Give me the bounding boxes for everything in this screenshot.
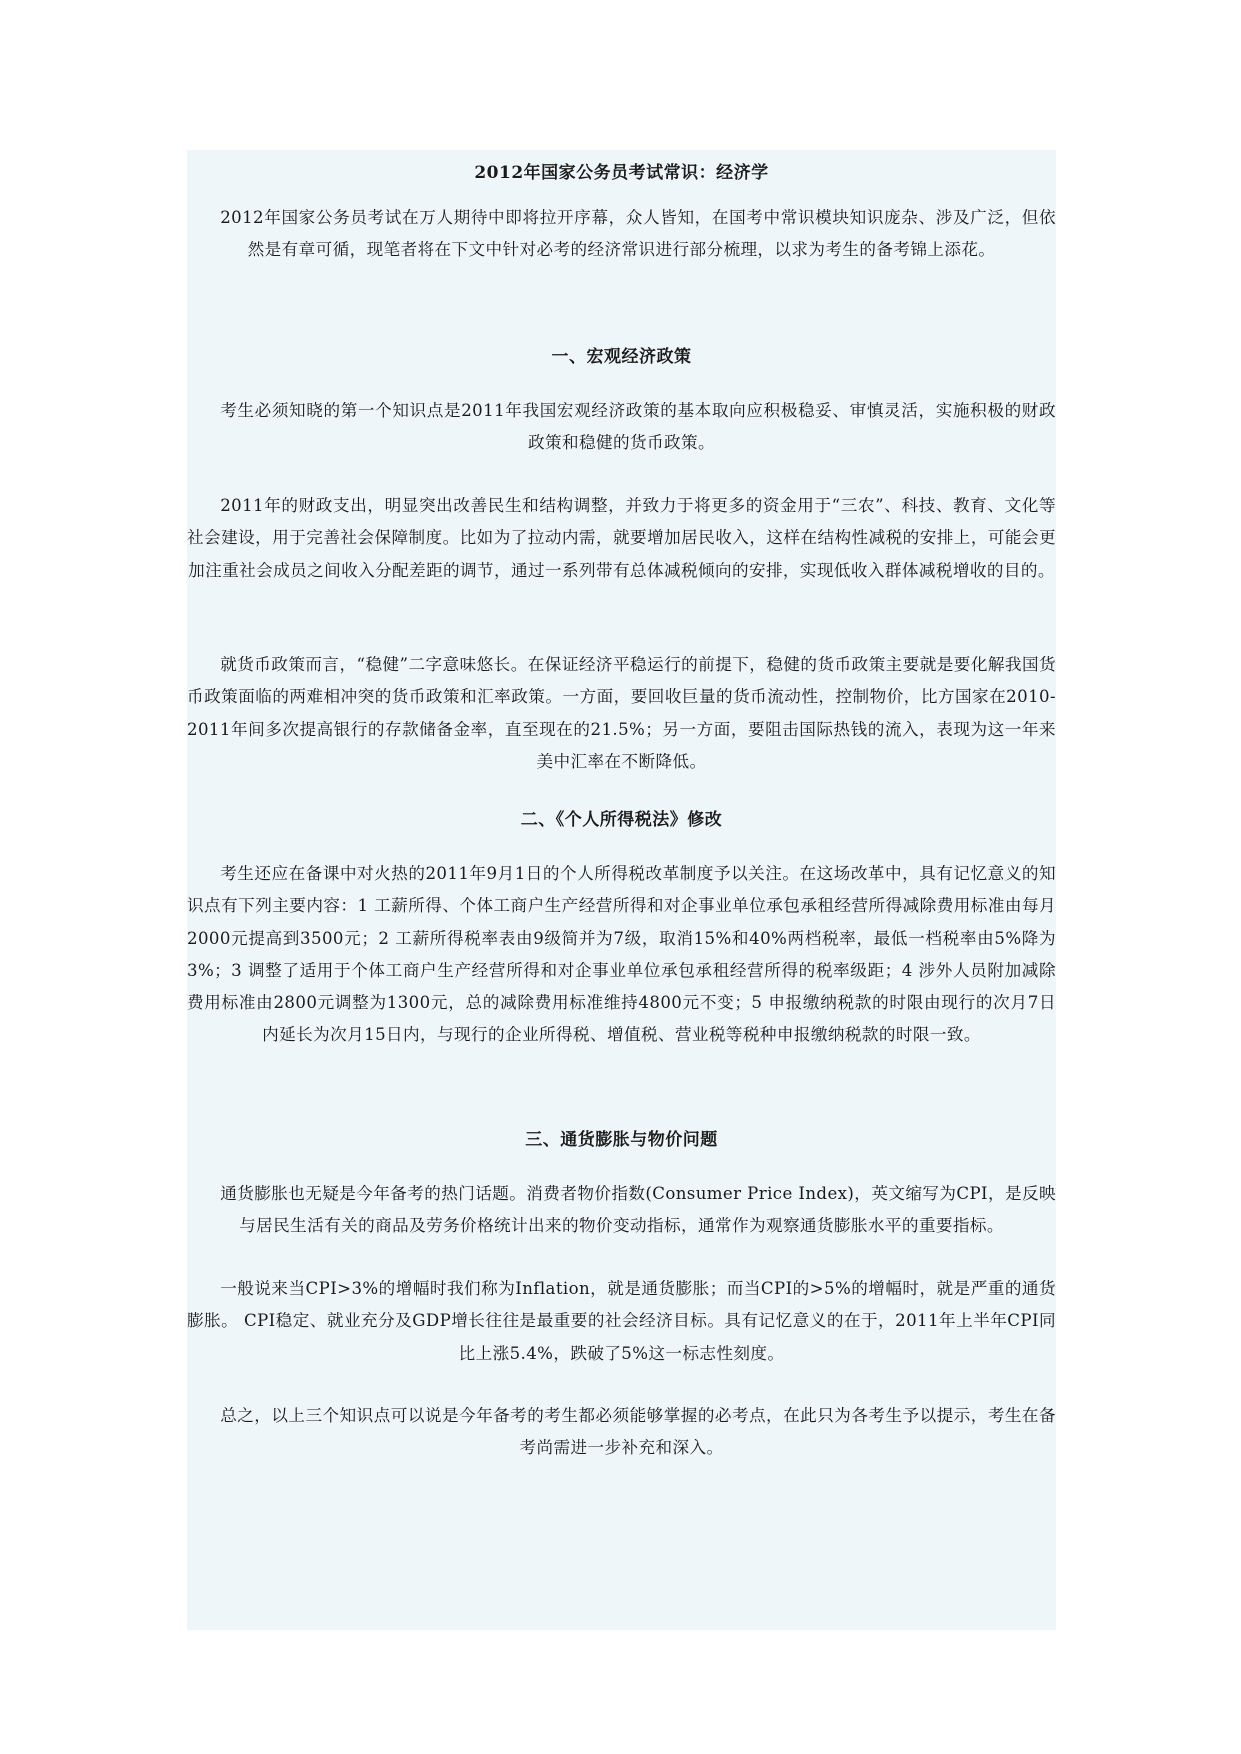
inflation-paragraph-1: 通货膨胀也无疑是今年备考的热门话题。消费者物价指数(Consumer Price Index)，英文缩写为CPI，是反映与居民生活有关的商品及劳务价格统计出来的物价变动指标，通常作为观察通货膨胀水平的重要指标。 xyxy=(220,1184,1056,1236)
section-heading-inflation: 三、通货膨胀与物价问题 xyxy=(525,1130,718,1150)
conclusion-paragraph: 总之，以上三个知识点可以说是今年备考的考生都必须能够掌握的必考点，在此只为各考生予以提示，考生在备考尚需进一步补充和深入。 xyxy=(220,1406,1056,1458)
section-heading-macro-policy: 一、宏观经济政策 xyxy=(551,347,692,367)
macro-policy-paragraph-2: 2011年的财政支出，明显突出改善民生和结构调整，并致力于将更多的资金用于“三农”、科技、教育、文化等社会建设，用于完善社会保障制度。比如为了拉动内需，就要增加居民收入，这样在结构性减税的安排上，可能会更加注重社会成员之间收入分配差距的调节，通过一系列带有总体减税倾向的安排，实现低收入群体减税增收的目的。 xyxy=(187,496,1056,580)
income-tax-paragraph: 考生还应在备课中对火热的2011年9月1日的个人所得税改革制度予以关注。在这场改革中，具有记忆意义的知识点有下列主要内容：1 工薪所得、个体工商户生产经营所得和对企事业单位承包承租经营所得减除费用标准由每月2000元提高到3500元；2 工薪所得税率表由9级简并为7级，取消15%和40%两档税率，最低一档税率由5%降为3%；3 调整了适用于个体工商户生产经营所得和对企事业单位承包承租经营所得的税率级距；4 涉外人员附加减除费用标准由2800元调整为1300元，总的减除费用标准维持4800元不变；5 申报缴纳税款的时限由现行的次月7日内延长为次月15日内，与现行的企业所得税、增值税、营业税等税种申报缴纳税款的时限一致。 xyxy=(187,864,1056,1045)
intro-paragraph: 2012年国家公务员考试在万人期待中即将拉开序幕，众人皆知，在国考中常识模块知识庞杂、涉及广泛，但依然是有章可循，现笔者将在下文中针对必考的经济常识进行部分梳理，以求为考生的备考锦上添花。 xyxy=(220,208,1056,260)
inflation-paragraph-2: 一般说来当CPI>3%的增幅时我们称为Inflation，就是通货膨胀；而当CPI的>5%的增幅时，就是严重的通货膨胀。 CPI稳定、就业充分及GDP增长往往是最重要的社会经济目标。具有记忆意义的在于，2011年上半年CPI同比上涨5.4%，跌破了5%这一标志性刻度。 xyxy=(187,1279,1056,1363)
macro-policy-paragraph-1: 考生必须知晓的第一个知识点是2011年我国宏观经济政策的基本取向应积极稳妥、审慎灵活，实施积极的财政政策和稳健的货币政策。 xyxy=(220,401,1056,453)
document-panel xyxy=(187,150,1056,1630)
macro-policy-paragraph-3: 就货币政策而言，“稳健”二字意味悠长。在保证经济平稳运行的前提下，稳健的货币政策主要就是要化解我国货币政策面临的两难相冲突的货币政策和汇率政策。一方面，要回收巨量的货币流动性，控制物价，比方国家在2010-2011年间多次提高银行的存款储备金率，直至现在的21.5%；另一方面，要阻击国际热钱的流入，表现为这一年来美中汇率在不断降低。 xyxy=(187,655,1056,771)
section-heading-income-tax: 二、《个人所得税法》修改 xyxy=(520,810,723,830)
document-title: 2012年国家公务员考试常识：经济学 xyxy=(474,163,769,183)
